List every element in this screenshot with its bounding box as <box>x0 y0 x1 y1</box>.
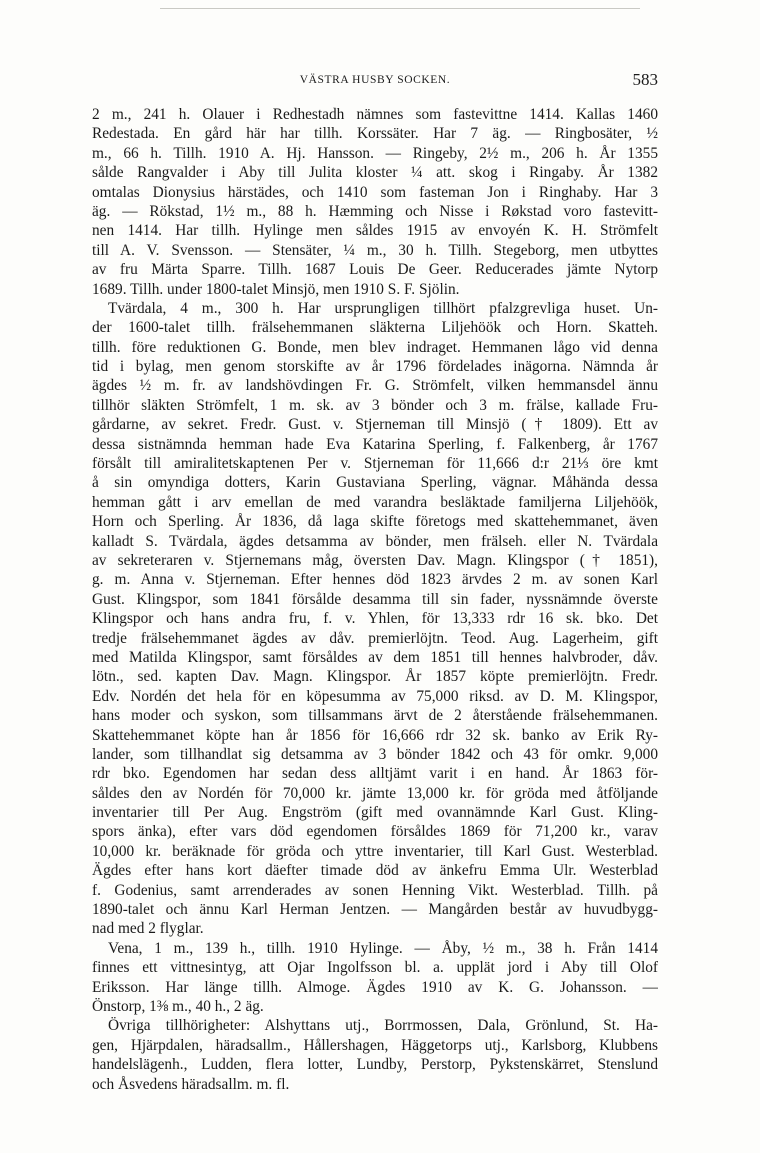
text-line: försålt till amiralitetskaptenen Per v. Stjerneman för 11,666 d:r 21⅓ öre kmt <box>92 455 658 473</box>
text-line: ägdes ½ m. fr. av landshövdingen Fr. G. Strömfelt, vilken hemmansdel ännu <box>92 377 658 395</box>
text-line: gårdarne, av sekret. Fredr. Gust. v. Stjerneman till Minsjö († 1809). Ett av <box>92 416 658 434</box>
text-line: och Åsvedens häradsallm. m. fl. <box>92 1075 290 1093</box>
text-line: med Matilda Klingspor, samt försåldes av dem 1851 till hennes halvbroder, dåv. <box>92 648 658 666</box>
text-line: g. m. Anna v. Stjerneman. Efter hennes död 1823 ärvdes 2 m. av sonen Karl <box>92 571 658 589</box>
text-line: Eriksson. Har länge tillh. Almoge. Ägdes 1910 av K. G. Johansson. — <box>92 978 658 996</box>
text-line: Horn och Sperling. År 1836, då laga skifte företogs med skattehemmanet, även <box>92 513 658 531</box>
text-line: Vena, 1 m., 139 h., tillh. 1910 Hylinge. — Åby, ½ m., 38 h. Från 1414 <box>108 939 658 957</box>
text-line: Gust. Klingspor, som 1841 försålde desamma till sin fader, nyssnämnde överste <box>92 590 658 608</box>
text-line: 10,000 kr. beräknade för gröda och yttre inventarier, till Karl Gust. Westerblad. <box>92 842 658 860</box>
text-line: der 1600-talet tillh. frälsehemmanen släkterna Liljehöök och Horn. Skatteh. <box>92 319 658 337</box>
text-line: äg. — Rökstad, 1½ m., 88 h. Hæmming och Nisse i Røkstad voro fastevitt- <box>92 202 658 220</box>
text-line: tillhör släkten Strömfelt, 1 m. sk. av 3 bönder och 3 m. frälse, kallade Fru- <box>92 396 658 414</box>
text-line: inventarier till Per Aug. Engström (gift med ovannämnde Karl Gust. Kling- <box>92 804 658 822</box>
text-line: nen 1414. Har tillh. Hylinge men såldes 1915 av envoyén K. H. Strömfelt <box>92 222 658 240</box>
book-page <box>92 70 658 1094</box>
text-line: hans moder och syskon, som tillsammans ärvt de 2 återstående frälsehemmanen. <box>92 707 658 725</box>
text-line: handelslägenh., Ludden, flera lotter, Lundby, Perstorp, Pykstenskärret, Stenslund <box>92 1056 658 1074</box>
running-head <box>92 70 658 92</box>
body-text <box>92 105 658 1094</box>
text-line: nad med 2 flyglar. <box>92 920 204 938</box>
text-line: Övriga tillhörigheter: Alshyttans utj., Borrmossen, Dala, Grönlund, St. Ha- <box>108 1017 658 1035</box>
text-line: lötn., sed. kapten Dav. Magn. Klingspor. År 1857 köpte premierlöjtn. Fredr. <box>92 668 658 686</box>
text-line: omtalas Dionysius härstädes, och 1410 som fasteman Jon i Ringhaby. Har 3 <box>92 183 658 201</box>
text-line: till A. V. Svensson. — Stensäter, ¼ m., 30 h. Tillh. Stegeborg, men utbyttes <box>92 241 658 259</box>
text-line: kalladt S. Tvärdala, ägdes detsamma av bönder, men frälseh. eller N. Tvärdala <box>92 532 658 550</box>
text-line: finnes ett vittnesintyg, att Ojar Ingolfsson bl. a. upplät jord i Aby till Olof <box>92 959 658 977</box>
text-line: tillh. före reduktionen G. Bonde, men blev indraget. Hemmanen lågo vid denna <box>92 338 658 356</box>
text-line: dessa sistnämnda hemman hade Eva Katarina Sperling, f. Falkenberg, år 1767 <box>92 435 658 453</box>
text-line: m., 66 h. Tillh. 1910 A. Hj. Hansson. — Ringeby, 2½ m., 206 h. År 1355 <box>92 144 658 162</box>
text-line: av sekreteraren v. Stjernemans måg, översten Dav. Magn. Klingspor († 1851), <box>92 551 658 569</box>
text-line: såldes den av Nordén för 70,000 kr. jämte 13,000 kr. för gröda med åtföljande <box>92 784 658 802</box>
text-line: gen, Hjärpdalen, häradsallm., Hållershagen, Häggetorps utj., Karlsborg, Klubbens <box>92 1036 658 1054</box>
text-line: sålde Rangvalder i Aby till Julita kloster ¼ att. skog i Ringaby. År 1382 <box>92 164 658 182</box>
running-head-title: VÄSTRA HUSBY SOCKEN. <box>299 74 451 86</box>
text-line: 2 m., 241 h. Olauer i Redhestadh nämnes som fastevittne 1414. Kallas 1460 <box>92 106 658 123</box>
text-line: lander, som tillhandlat sig detsamma av 3 bönder 1842 och 43 för omkr. 9,000 <box>92 745 658 763</box>
text-line: rdr bko. Egendomen har sedan dess alltjämt varit i en hand. År 1863 för- <box>92 765 658 783</box>
text-line: spors änka), efter vars död egendomen försåldes 1869 för 71,200 kr., varav <box>92 823 658 841</box>
scan-edge-rule <box>160 8 640 9</box>
text-line: tredje frälsehemmanet ägdes av dåv. premierlöjtn. Teod. Aug. Lagerheim, gift <box>92 629 658 647</box>
text-line: Redestada. En gård här har tillh. Korssäter. Har 7 äg. — Ringbosäter, ½ <box>92 125 658 143</box>
text-line: Edv. Nordén det hela för en köpesumma av 75,000 riksd. av D. M. Klingspor, <box>92 687 658 705</box>
text-line: Tvärdala, 4 m., 300 h. Har ursprungligen tillhört pfalzgrevliga huset. Un- <box>108 299 658 317</box>
text-line: å sin omyndiga dotters, Karin Gustaviana Sperling, vägnar. Måhända dessa <box>92 474 658 492</box>
page-number: 583 <box>632 70 658 89</box>
text-line: 1890-talet och ännu Karl Herman Jentzen. — Mangården består av huvudbygg- <box>92 901 658 919</box>
text-line: Ägdes efter hans kort däefter timade död av änkefru Emma Ulr. Westerblad <box>92 862 658 880</box>
text-line: Skattehemmanet köpte han år 1856 för 16,666 rdr 32 sk. banko av Erik Ry- <box>92 726 658 744</box>
text-line: Klingspor och hans andra fru, f. v. Yhlen, för 13,333 rdr 16 sk. bko. Det <box>92 610 658 628</box>
text-line: av fru Märta Sparre. Tillh. 1687 Louis De Geer. Reducerades jämte Nytorp <box>92 261 658 279</box>
text-line: hemman gått i arv emellan de med varandra besläktade familjerna Liljehöök, <box>92 493 658 511</box>
text-line: Önstorp, 1⅜ m., 40 h., 2 äg. <box>92 997 264 1015</box>
text-line: 1689. Tillh. under 1800-talet Minsjö, men 1910 S. F. Sjölin. <box>92 280 460 298</box>
text-line: f. Godenius, samt arrenderades av sonen Henning Vikt. Westerblad. Tillh. på <box>92 881 658 899</box>
text-line: tid i bylag, men genom storskifte av år 1796 fördelades inägorna. Nämnda år <box>92 358 658 376</box>
